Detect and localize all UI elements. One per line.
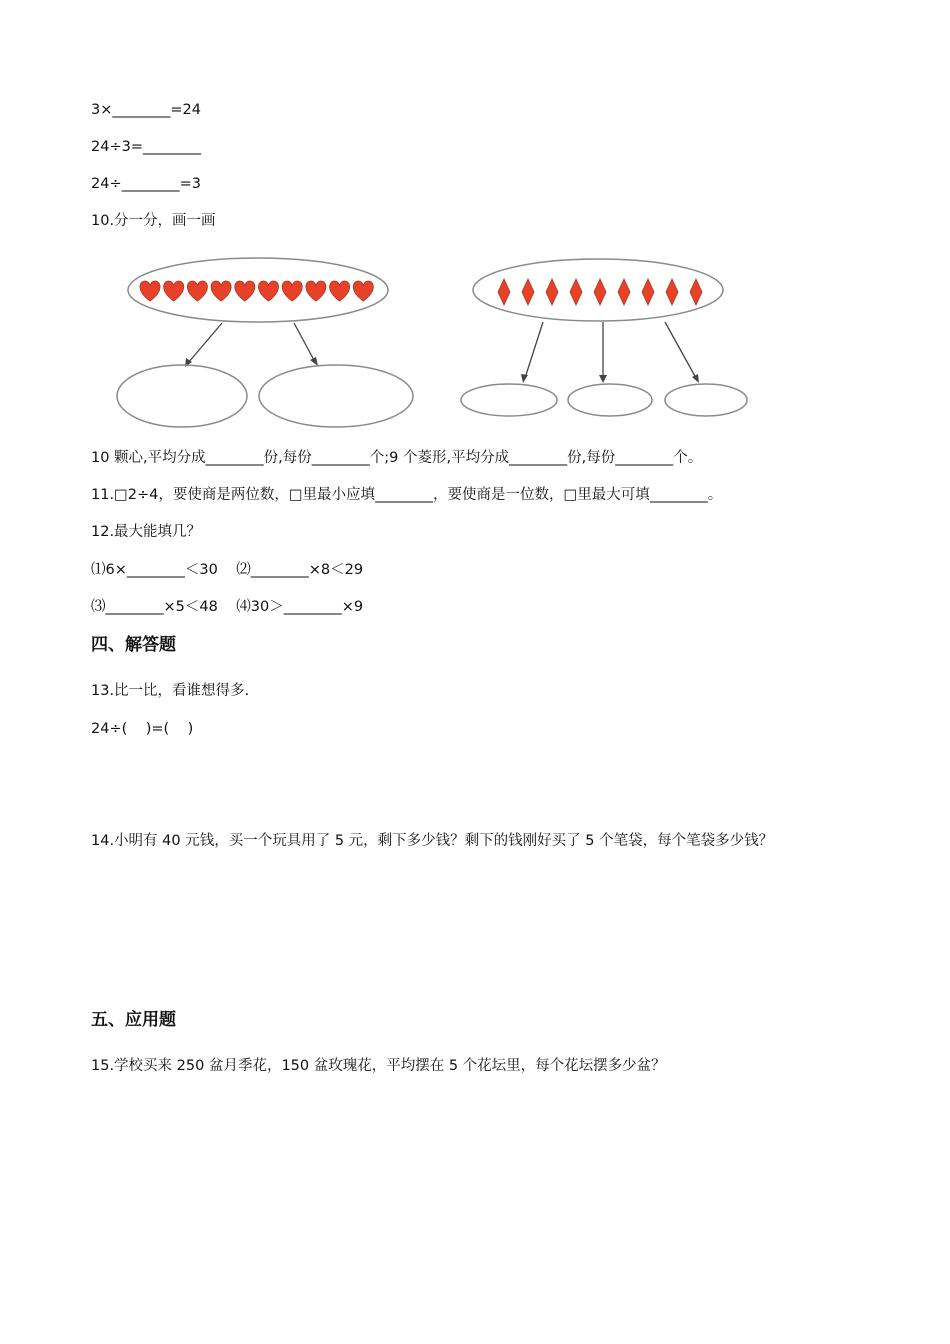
- hearts-row: [140, 281, 373, 301]
- heart-result-oval-1: [117, 365, 247, 427]
- q12-title: 12.最大能填几？: [91, 524, 202, 540]
- arrow-left: [188, 323, 222, 363]
- heart-icon: [306, 281, 326, 301]
- heart-group-figure: [117, 258, 413, 427]
- arrowhead-d-right: [692, 374, 699, 383]
- diamond-icon: [570, 279, 582, 305]
- arrowhead-d-left: [521, 374, 528, 383]
- section-4-heading: 四、解答题: [91, 635, 176, 655]
- heart-icon: [258, 281, 278, 301]
- diamond-result-oval-3: [665, 384, 747, 416]
- arrow-d-right: [665, 322, 696, 378]
- diamond-icon: [498, 279, 510, 305]
- heart-icon: [235, 281, 255, 301]
- diamonds-row: [498, 279, 702, 305]
- diamond-icon: [642, 279, 654, 305]
- division-figure: [100, 255, 760, 435]
- diamond-icon: [618, 279, 630, 305]
- diamond-icon: [594, 279, 606, 305]
- q13-expression: 24÷( )=( ): [91, 721, 194, 737]
- arrowhead-d-middle: [599, 375, 607, 383]
- q15-text: 15.学校买来 250 盆月季花，150 盆玫瑰花，平均摆在 5 个花坛里，每个花坛摆多少盆？: [91, 1058, 666, 1074]
- heart-icon: [353, 281, 373, 301]
- diamond-icon: [690, 279, 702, 305]
- section-5-heading: 五、应用题: [91, 1010, 176, 1030]
- heart-icon: [187, 281, 207, 301]
- q11-text: 11.□2÷4，要使商是两位数，□里最小应填________，要使商是一位数，□里最大可填________。: [91, 487, 723, 503]
- diamond-icon: [522, 279, 534, 305]
- fill-line-2: 24÷3=________: [91, 139, 201, 155]
- q12-row-1: ⑴6×________＜30 ⑵________×8＜29: [91, 562, 364, 578]
- diamond-icon: [546, 279, 558, 305]
- heart-icon: [211, 281, 231, 301]
- arrowhead-right: [310, 357, 318, 366]
- diamond-result-oval-1: [461, 384, 557, 416]
- q10-title: 10.分一分，画一画: [91, 213, 216, 229]
- q10-fill-blanks: 10 颗心,平均分成________份,每份________个;9 个菱形,平均分成________份,每份________个。: [91, 450, 703, 466]
- heart-result-oval-2: [259, 365, 413, 427]
- fill-line-3: 24÷________=3: [91, 176, 201, 192]
- q14-text: 14.小明有 40 元钱，买一个玩具用了 5 元，剩下多少钱？剩下的钱刚好买了 5 个笔袋，每个笔袋多少钱？: [91, 833, 774, 849]
- heart-icon: [330, 281, 350, 301]
- diamond-icon: [666, 279, 678, 305]
- q12-row-2: ⑶________×5＜48 ⑷30＞________×9: [91, 599, 364, 615]
- diamond-group-figure: [461, 259, 747, 416]
- diamond-result-oval-2: [568, 384, 652, 416]
- arrow-right: [294, 323, 315, 362]
- heart-icon: [164, 281, 184, 301]
- fill-line-1: 3×________=24: [91, 102, 201, 118]
- q13-title: 13.比一比，看谁想得多.: [91, 683, 250, 699]
- heart-icon: [282, 281, 302, 301]
- arrow-d-left: [525, 322, 543, 378]
- heart-icon: [140, 281, 160, 301]
